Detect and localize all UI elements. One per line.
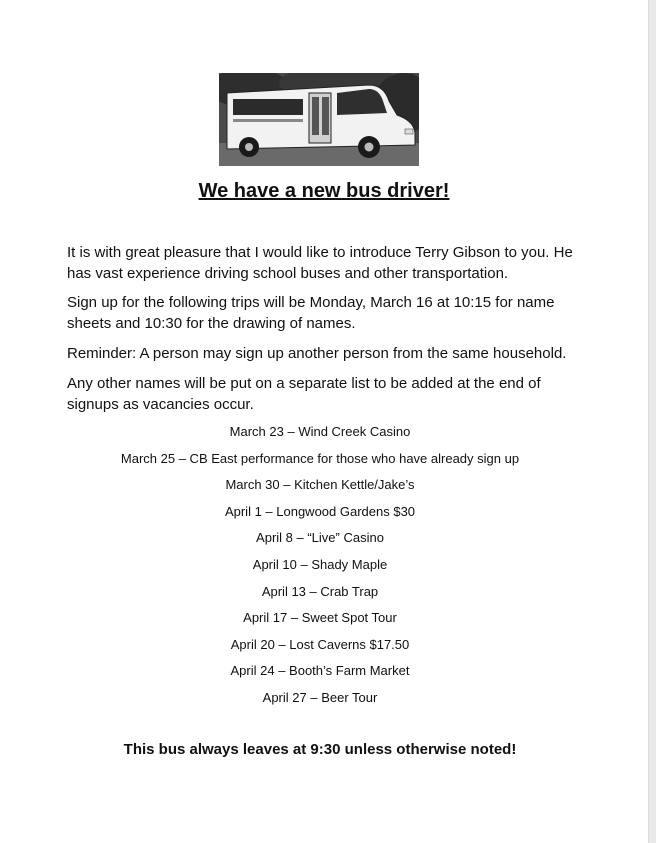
signup-paragraph: Sign up for the following trips will be Monday, March 16 at 10:15 for name sheets and 10:30 for the drawing of names.: [67, 294, 555, 332]
trip-item: April 27 – Beer Tour: [262, 689, 378, 705]
bus-illustration: [219, 73, 419, 166]
trip-item: March 30 – Kitchen Kettle/Jake’s: [225, 477, 415, 493]
trip-item: April 17 – Sweet Spot Tour: [243, 610, 397, 626]
trip-item: March 23 – Wind Creek Casino: [229, 424, 411, 439]
page-scroll-edge[interactable]: [648, 0, 656, 843]
trip-item: April 20 – Lost Caverns $17.50: [230, 636, 410, 652]
trip-item: March 25 – CB East performance for those who have already sign up: [120, 450, 520, 466]
page-title: We have a new bus driver!: [198, 180, 450, 202]
trip-item: April 13 – Crab Trap: [261, 583, 379, 599]
bus-photo: [219, 73, 419, 166]
trip-item: April 24 – Booth’s Farm Market: [230, 663, 410, 679]
trip-item: April 1 – Longwood Gardens $30: [224, 503, 416, 519]
departure-note: This bus always leaves at 9:30 unless otherwise noted!: [123, 741, 517, 758]
intro-paragraph: It is with great pleasure that I would like to introduce Terry Gibson to you. He has vast experience driving school buses and other transportation.: [67, 244, 573, 282]
reminder-paragraph: Reminder: A person may sign up another person from the same household.: [67, 345, 567, 362]
trip-item: April 8 – “Live” Casino: [256, 530, 384, 546]
trip-item: April 10 – Shady Maple: [252, 556, 388, 572]
waitlist-paragraph: Any other names will be put on a separate list to be added at the end of signups as vacancies occur.: [67, 375, 541, 413]
trip-list: [0, 422, 640, 715]
